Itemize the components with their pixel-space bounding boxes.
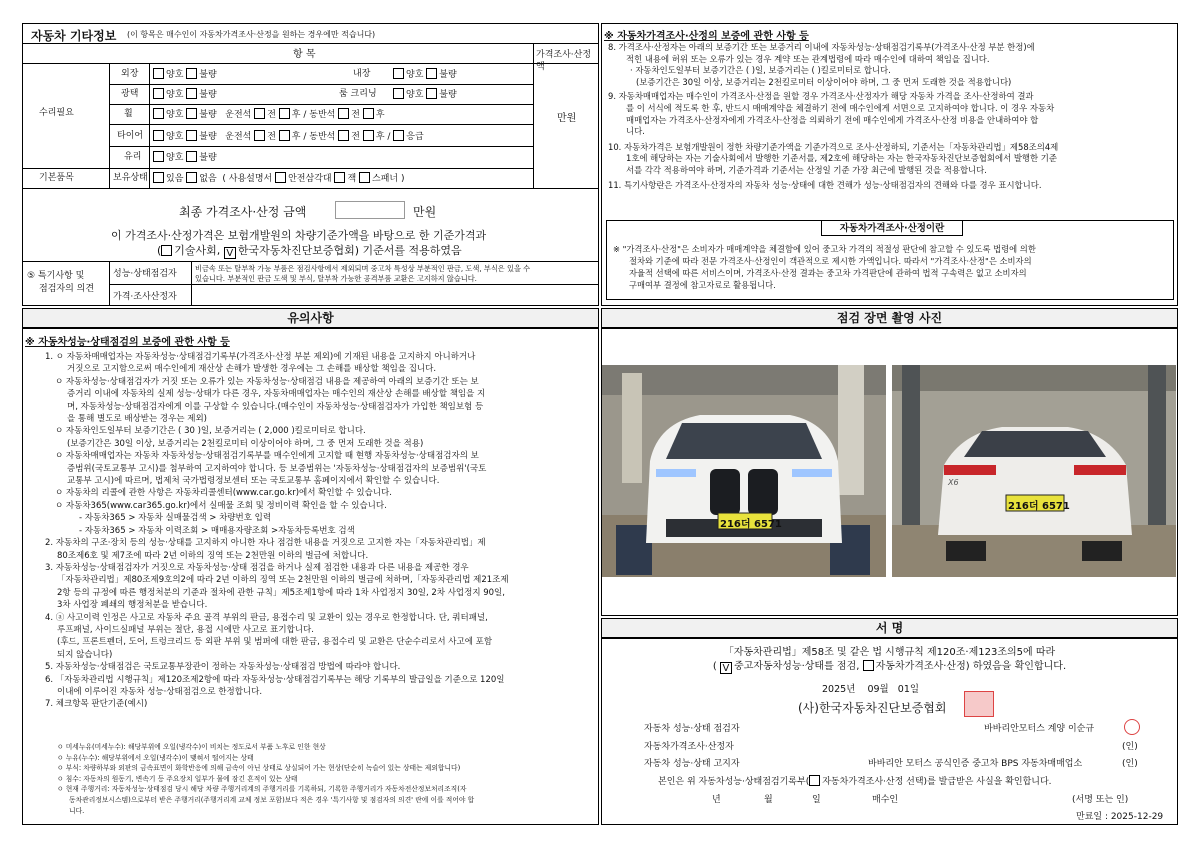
row-exterior-label: 외장 xyxy=(121,69,139,79)
special-notes-label-2: 점검자의 의견 xyxy=(39,284,95,294)
jack-checkbox[interactable] xyxy=(334,172,345,183)
buyer-label: 매수인 xyxy=(872,795,899,805)
row1-value: 바바리안모터스 계양 이순규 xyxy=(984,724,1095,734)
association-name: (사)한국자동차진단보증협회 xyxy=(798,701,947,715)
possession-none-checkbox[interactable] xyxy=(186,172,197,183)
tire-passenger-rear-checkbox[interactable] xyxy=(363,130,374,141)
inspector-note-2: 있습니다. 부분적인 판금 도색 및 부식, 탈부착 가능한 공격부품 교환은 고지하지 않습니다. xyxy=(195,274,477,283)
basis-kaiwa-checkbox[interactable]: V xyxy=(224,247,236,259)
check-criteria-text: ㅇ 미세누유(미세누수): 해당부위에 오일(냉각수)이 비치는 정도로서 부품 노후로 인한 현상 ㅇ 누유(누수): 해당부위에서 오일(냉각수)이 맺혀서 떨어지는 상태 ㅇ 부식: 차량하부와 외판의 금속표면이 화학반응에 의해 금속이 아닌 상태로 상실되어 가는 현상(단순히 녹슬어 있는 상태는 제외합니다) ㅇ 침수: 자동차의 원동기, 변속기 등 주요장치 일부가 물에 잠긴 흔적이 있는 상태 ㅇ 현재 주행거리: 자동차성능·상태점검 당시 해당 차량 주행거리계의 주행거리를 기록하되, 기록한 주행거리가 자동차전산정보처리조직(자 동차관리정보시스템)으로부터 받은 주행거리(주행거리계 교체 정보 포함)보다 적은 경우 '특기사항 및 점검자의 의견' 란에 이를 적어야 합 니다. xyxy=(57,743,475,815)
sign-date: 2025년 09월 01일 xyxy=(822,684,920,695)
interior-good-checkbox[interactable] xyxy=(393,68,404,79)
basis-text: 이 가격조사·산정가격은 보험개발원의 차량기준가액을 바탕으로 한 기준가격과 xyxy=(111,229,487,242)
glass-bad-checkbox[interactable] xyxy=(186,151,197,162)
price-definition-title: 자동차가격조사·산정이란 xyxy=(821,220,963,236)
issue-confirm: 본인은 위 자동차성능·상태점검기록부( 자동차가격조사·산정 선택)를 발급받은 사실을 확인합니다. xyxy=(658,777,1052,787)
row-gloss-label: 광택 xyxy=(121,89,139,99)
tire-driver-rear-checkbox[interactable] xyxy=(279,130,290,141)
wheel-passenger-front-checkbox[interactable] xyxy=(338,108,349,119)
room-clean-options: 양호 불량 xyxy=(393,88,457,101)
wheel-bad-checkbox[interactable] xyxy=(186,108,197,119)
tire-emergency-checkbox[interactable] xyxy=(393,130,404,141)
wheel-driver-rear-checkbox[interactable] xyxy=(279,108,290,119)
exterior-bad-checkbox[interactable] xyxy=(186,68,197,79)
extra-info-subtitle: (이 항목은 매수인이 자동차가격조사·산정을 원하는 경우에만 적습니다) xyxy=(127,30,376,39)
row-wheel-label: 휠 xyxy=(124,109,133,119)
glass-good-checkbox[interactable] xyxy=(153,151,164,162)
row-interior-label: 내장 xyxy=(353,69,371,79)
exterior-options: 양호 불량 xyxy=(153,68,217,81)
possession-label: 보유상태 xyxy=(113,173,148,183)
confirm-price-checkbox[interactable] xyxy=(863,660,874,671)
extra-info-title: 자동차 기타정보 xyxy=(31,29,117,43)
notes-bar: 유의사항 xyxy=(22,308,599,328)
row1-label: 자동차 성능·상태 점검자 xyxy=(644,724,740,734)
final-price-input[interactable] xyxy=(335,201,405,219)
association-seal xyxy=(964,691,994,717)
notes-section xyxy=(22,328,599,825)
row-room-clean-label: 룸 크리닝 xyxy=(339,89,377,99)
repair-needed-label: 수리필요 xyxy=(39,108,74,118)
price-guarantee-heading: ※ 자동차가격조사·산정의 보증에 관한 사항 등 xyxy=(604,31,809,42)
special-notes-label-1: ⑤ 특기사항 및 xyxy=(27,271,85,281)
buyer-month: 월 xyxy=(764,795,773,805)
rear-car-photo xyxy=(892,365,1176,577)
price-inspector-label: 가격·조사산정자 xyxy=(113,292,177,302)
basis-options: ( 기술사회, V 한국자동차진단보증협회) 기준서를 적용하였음 xyxy=(157,244,462,259)
row2-label: 자동차가격조사·산정자 xyxy=(644,742,734,752)
buyer-sign: (서명 또는 인) xyxy=(1072,795,1129,805)
row-glass-label: 유리 xyxy=(124,152,142,162)
row2-value: (인) xyxy=(1122,742,1138,752)
wheel-driver-front-checkbox[interactable] xyxy=(254,108,265,119)
row3-seal: (인) xyxy=(1122,759,1138,769)
inspector-note-1: 비금속 또는 탈부착 가능 부품은 점검사항에서 제외되며 중고차 특성상 부분적인 판금, 도색, 부식은 있을 수 xyxy=(195,264,531,273)
gloss-options: 양호 불량 xyxy=(153,88,217,101)
price-guarantee-text: 8. 가격조사·산정자는 아래의 보증기간 또는 보증거리 이내에 자동차성능·상태점검기록부(가격조사·산정 부분 한정)에 적힌 내용에 허위 또는 오류가 있는 경우 계약 또는 관계법령에 따라 매수인에 대하여 책임을 집니다. · 자동차인도일부터 보증기간은 ( )일, 보증거리는 ( )킬로미터로 합니다. (보증기간은 30일 이상, 보증거리는 2천킬로미터 이상이어야 하며, 그 중 먼저 도래한 것을 적용합니다) 9. 자동차매매업자는 매수인이 가격조사·산정을 원할 경우 가격조사·산정자가 해당 자동차 가격을 조사·산정하여 결과 를 이 서식에 적도록 한 후, 반드시 매매계약을 체결하기 전에 매수인에게 서면으로 고지하여야 합니다. 이 경우 자동차 매매업자는 가격조사·산정자에게 가격조사·산정을 의뢰하기 전에 매수인에게 가격조사·산정 비용을 안내하여야 합 니다. 10. 자동차가격은 보험개발원이 정한 차량기준가액을 기준가격으로 조사·산정하되, 기준서는「자동차관리법」제58조의4제 1호에 해당하는 자는 기술사회에서 발행한 기준서를, 제2호에 해당하는 자는 한국자동차진단보증협회에서 발행한 기준 서를 각각 적용하여야 하며, 기준가격과 기준서는 산정일 기준 가장 최근에 발행된 것을 적용합니다. 11. 특기사항란은 가격조사·산정자의 자동차 성능·상태에 대한 견해가 성능·상태점검자의 견해와 다를 경우 표시합니다. xyxy=(608,42,1059,190)
price-definition-box xyxy=(606,220,1174,300)
gloss-bad-checkbox[interactable] xyxy=(186,88,197,99)
confirm-inspect-checkbox[interactable]: V xyxy=(720,662,732,674)
basis-tech-checkbox[interactable] xyxy=(161,245,172,256)
buyer-day: 일 xyxy=(812,795,821,805)
exterior-good-checkbox[interactable] xyxy=(153,68,164,79)
tire-bad-checkbox[interactable] xyxy=(186,130,197,141)
triangle-checkbox[interactable] xyxy=(275,172,286,183)
gloss-good-checkbox[interactable] xyxy=(153,88,164,99)
tire-passenger-front-checkbox[interactable] xyxy=(338,130,349,141)
final-price-unit: 만원 xyxy=(413,205,437,219)
column-price-header: 가격조사·산정액 xyxy=(536,50,592,72)
spanner-checkbox[interactable] xyxy=(359,172,370,183)
tire-options: 양호 불량 운전석 전 후 / 동반석 전 후 / 응급 xyxy=(153,130,424,143)
final-price-label-text: 최종 가격조사·산정 금액 xyxy=(179,205,307,219)
buyer-year: 년 xyxy=(712,795,721,805)
front-car-photo xyxy=(602,365,886,577)
room-clean-good-checkbox[interactable] xyxy=(393,88,404,99)
notes-heading: ※ 자동차성능·상태점검의 보증에 관한 사항 등 xyxy=(25,337,230,348)
row-tire-label: 타이어 xyxy=(117,131,144,141)
wheel-good-checkbox[interactable] xyxy=(153,108,164,119)
front-plate: 216더 6571 xyxy=(720,519,782,530)
interior-bad-checkbox[interactable] xyxy=(426,68,437,79)
signature-section xyxy=(601,638,1178,825)
possession-have-checkbox[interactable] xyxy=(153,172,164,183)
wheel-options: 양호 불량 운전석 전 후 / 동반석 전 후 xyxy=(153,108,385,121)
price-guarantee-section xyxy=(601,23,1178,306)
photos-section xyxy=(601,328,1178,616)
interior-options: 양호 불량 xyxy=(393,68,457,81)
tire-good-checkbox[interactable] xyxy=(153,130,164,141)
vehicle-extra-info-section xyxy=(22,23,599,306)
basic-items-label: 기본품목 xyxy=(39,173,74,183)
signature-bar: 서 명 xyxy=(601,618,1178,638)
tire-driver-front-checkbox[interactable] xyxy=(254,130,265,141)
row3-label: 자동차 성능·상태 고지자 xyxy=(644,759,740,769)
price-definition-text: ※ "가격조사·산정"은 소비자가 매매계약을 체결함에 있어 중고차 가격의 적절성 판단에 참고할 수 있도록 법령에 의한 절차와 기준에 따라 전문 가격조사·산정인이 객관적으로 제시한 가액입니다. 따라서 "가격조사·산정"은 소비자의 자율적 선택에 따른 서비스이며, 가격조사·산정 결과는 중고차 가격판단에 관하여 법적 구속력은 없고 소비자의 구매여부 결정에 참고자료로 활용됩니다. xyxy=(613,244,1036,290)
glass-options: 양호 불량 xyxy=(153,151,217,164)
possession-options: 있음 없음 ( 사용설명서 안전삼각대 잭 스패너 ) xyxy=(153,172,405,185)
inspector-seal xyxy=(1124,719,1140,735)
photos-bar: 점검 장면 촬영 사진 xyxy=(601,308,1178,328)
column-item-header: 항 목 xyxy=(293,49,316,60)
row3-value: 바바리안 모터스 공식인증 중고차 BPS 자동차매매업소 xyxy=(868,759,1083,769)
expiry-date: 만료일 : 2025-12-29 xyxy=(1076,812,1164,822)
room-clean-bad-checkbox[interactable] xyxy=(426,88,437,99)
price-unit-label: 만원 xyxy=(557,113,577,124)
law-line: 「자동차관리법」제58조 및 같은 법 시행규칙 제120조·제123조의5에 따라 xyxy=(723,647,1056,658)
confirm-line: ( V 중고자동차성능·상태를 점검, 자동차가격조사·산정) 하였음을 확인합니다. xyxy=(712,661,1067,674)
notes-text: 1. ㅇ 자동차매매업자는 자동차성능·상태점검기록부(가격조사·산정 부분 제외)에 기재된 내용을 고지하지 아니하거나 거짓으로 고지함으로써 매수인에게 재산상 손해가 발생한 경우에는 그 손해를 배상할 책임을 집니다. ㅇ 자동차성능·상태점검자가 거짓 또는 오류가 있는 자동차성능·상태점검 내용을 제공하여 아래의 보증기간 또는 보 증거리 이내에 자동차의 실제 성능·상태가 다른 경우, 자동차매매업자는 매수인의 재산상 손해를 배상할 책임을 지 며, 자동차성능·상태점검자에게 이를 구상할 수 있습니다.(매수인이 자동차성능·상태점검자가 가입한 책임보험 등 을 통해 별도로 배상받는 경우는 제외) ㅇ 자동차인도일부터 보증기간은 ( 30 )일, 보증거리는 ( 2,000 )킬로미터로 합니다. (보증기간은 30일 이상, 보증거리는 2천킬로미터 이상이어야 하며, 그 중 먼저 도래한 것을 적용) ㅇ 자동차매매업자는 자동차 자동차성능·상태점검기록부를 매수인에게 고지할 때 현행 자동차성능·상태점검자의 보 증범위(국토교통부 고시)를 첨부하여 고지하여야 합니다. 등 보증범위는 '자동차성능·상태점검자의 보증범위'(국토 교통부 고시)에 따르며, 법제처 국가법령정보센터 또는 국토교통부 홈페이지에서 확인할 수 있습니다. ㅇ 자동차의 리콜에 관한 사항은 자동차리콜센터(www.car.go.kr)에서 확인할 수 있습니다. ㅇ 자동차365(www.car365.go.kr)에서 실매물 조회 및 정비이력 확인을 할 수 있습니다. - 자동차365 > 자동차 실매물검색 > 차량번호 입력 - 자동차365 > 자동차 이력조회 > 매매용자량조회 >자동차등록번호 검색 2. 자동차의 구조·장치 등의 성능·상태를 고지하지 아니한 자나 점검한 내용을 거짓으로 고지한 자는「자동차관리법」제 80조제6호 및 제7조에 따라 2년 이하의 징역 또는 2천만원 이하의 벌금에 처합니다. 3. 자동차성능·상태점검자가 거짓으로 자동차성능·상태 점검을 하거나 실제 점검한 내용과 다른 내용을 제공한 경우 「자동차관리법」제80조제9호의2에 따라 2년 이하의 징역 또는 2천만원 이하의 벌금에 처하며,「자동차관리법 제21조제 2항 등의 규정에 따른 행정처분의 기준과 절차에 관한 규칙」제5조제1항에 따라 1차 사업정지 30일, 2차 사업정지 90일, 3차 사업장 폐쇄의 행정처분을 받습니다. 4. ⓐ 사고이력 인정은 사고로 자동차 주요 골격 부위의 판금, 용접수리 및 교환이 있는 경우로 한정합니다. 단, 쿼터패널, 루프패널, 사이드실패널 부위는 절단, 용접 시에만 사고로 표기합니다. (후드, 프론트펜더, 도어, 트렁크리드 등 외판 부위 및 범퍼에 대한 판금, 용접수리 및 교환은 단순수리로서 사고에 포함 되지 않습니다) 5. 자동차성능·상태점검은 국토교통부장관이 정하는 자동차성능·상태점검 방법에 따라야 합니다. 6. 「자동차관리법 시행규칙」제120조제2항에 따라 자동차성능·상태점검기록부는 해당 기록부의 발급일을 기준으로 120일 이내에 이루어진 자동차 성능·상태점검으로 한정합니다. 7. 체크항목 판단기준(예시) xyxy=(45,352,509,710)
rear-badge: X6 xyxy=(948,478,959,487)
issue-price-checkbox[interactable] xyxy=(809,775,820,786)
wheel-passenger-rear-checkbox[interactable] xyxy=(363,108,374,119)
rear-plate: 216더 6571 xyxy=(1008,501,1070,512)
inspector-label: 성능·상태점검자 xyxy=(113,269,177,279)
